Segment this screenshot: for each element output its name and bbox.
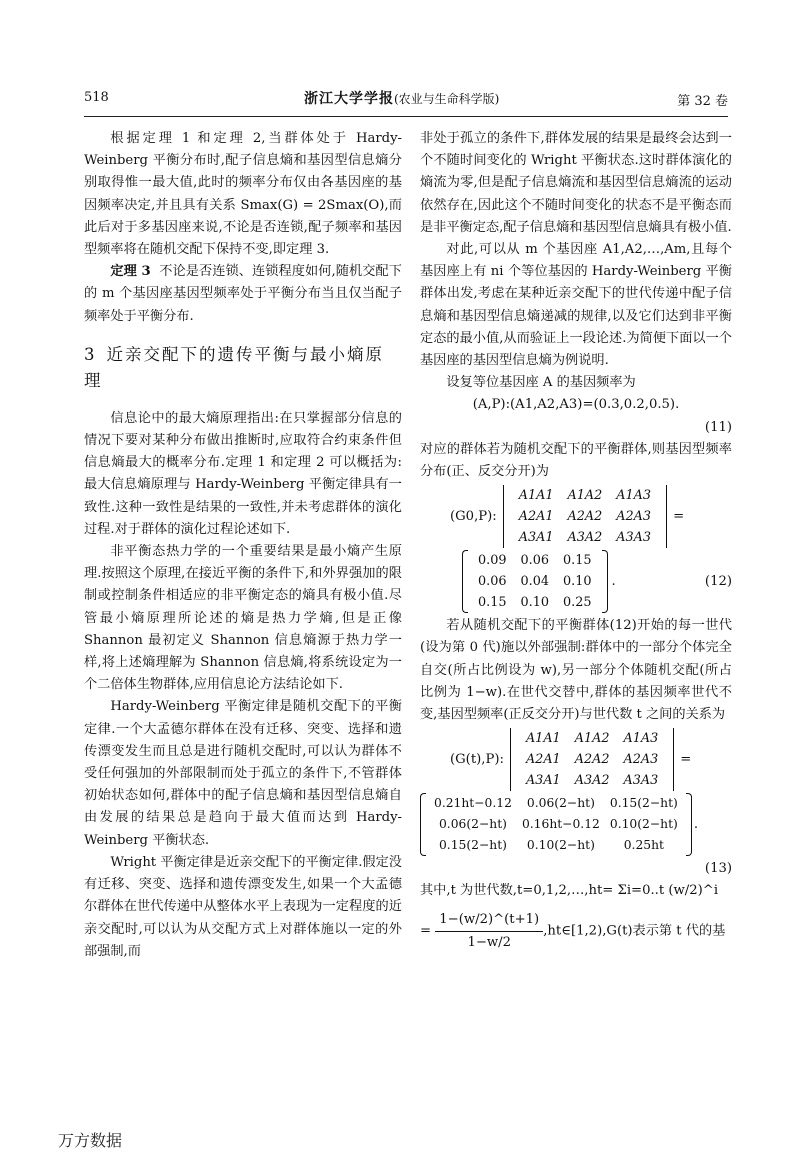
journal-name: 浙江大学学报: [304, 91, 394, 107]
matrix-cell: 0.06: [520, 553, 549, 569]
equation-number: (13): [704, 861, 732, 877]
paragraph: Wright 平衡定律是近亲交配下的平衡定律.假定没有迁移、突变、选择和遗传漂变发生,如果一个大孟德尔群体在世代传递中从整体水平上表现为一定程度的近亲交配时,可以认为从交配方式上对群体施以一定的外部强制,而: [84, 854, 402, 959]
matrix-cell: A1A1: [518, 488, 554, 504]
paragraph: 其中,t 为世代数,t=0,1,2,…,ht= Σi=0..t (w/2)^i: [420, 883, 719, 899]
matrix-cell: 0.10: [520, 595, 549, 611]
matrix-cell: A1A2: [567, 488, 603, 504]
matrix-cell: A3A3: [623, 773, 659, 789]
genotype-matrix: [503, 485, 667, 548]
matrix-cell: A1A3: [623, 731, 659, 747]
matrix-cell: 0.10(2−ht): [609, 817, 678, 832]
matrix-cell: A3A2: [567, 530, 603, 546]
equation-label: (G(t),P):: [450, 751, 504, 767]
equation-12-line-1: [420, 485, 732, 548]
section-number: 3: [84, 344, 97, 364]
matrix-cell: A3A3: [616, 530, 652, 546]
matrix-cell: A1A2: [574, 731, 610, 747]
paragraph: Hardy-Weinberg 平衡定律是随机交配下的平衡定律.一个大孟德尔群体在没有迁移、突变、选择和遗传漂变发生而且总是进行随机交配时,可以认为群体不受任何强加的外部限制而处于孤立的条件下,不管群体初始状态如何,群体中的配子信息熵和基因型信息熵自由发展的结果总是趋向于最大值而达到 Hardy-Weinberg 平衡状态.: [84, 699, 402, 848]
matrix-cell: 0.16ht−0.12: [521, 817, 600, 832]
matrix-cell: A2A2: [567, 509, 603, 525]
matrix-cell: A3A1: [525, 773, 561, 789]
matrix-cell: A2A1: [525, 752, 561, 768]
matrix-cell: A2A1: [518, 509, 554, 525]
header-rule: [84, 116, 728, 117]
paragraph: 设复等位基因座 A 的基因频率为: [446, 375, 636, 391]
matrix-cell: A2A3: [623, 752, 659, 768]
matrix-cell: A3A1: [518, 530, 554, 546]
matrix-cell: 0.15(2−ht): [609, 796, 678, 811]
frequency-matrix: [420, 793, 692, 856]
theorem-label: 定理 3: [110, 264, 151, 280]
paragraph: 根据定理 1 和定理 2,当群体处于 Hardy-Weinberg 平衡分布时,配子信息熵和基因型信息熵分别取得惟一最大值,此时的频率分布仅由各基因座的基因频率决定,并且具有关系 Smax(G) = 2Smax(O),而此后对于多基因座来说,不论是否连锁,配子频率和基因型频率将在随机交配下保持不变,即定理 3.: [84, 131, 402, 258]
equation-label: (G0,P):: [450, 508, 497, 524]
matrix-cell: 0.10(2−ht): [526, 838, 595, 853]
right-column: [420, 128, 732, 954]
theorem-text: 不论是否连锁、连锁程度如何,随机交配下的 m 个基因座基因型频率处于平衡分布当且仅当配子频率处于平衡分布.: [84, 264, 402, 324]
equals-sign: =: [680, 751, 692, 767]
matrix-cell: A2A2: [574, 752, 610, 768]
paragraph: 若从随机交配下的平衡群体(12)开始的每一世代(设为第 0 代)施以外部强制:群体中的一部分个体完全自交(所占比例设为 w),另一部分个体随机交配(所占比例为 1−w).在世代交替中,群体的基因频率世代不变,基因型频率(正反交分开)与世代数 t 之间的关系为: [420, 618, 732, 723]
matrix-cell: 0.25ht: [623, 838, 664, 853]
matrix-cell: 0.06: [478, 574, 507, 590]
matrix-cell: 0.15(2−ht): [438, 838, 507, 853]
equation-12-line-2: 0.09 0.06 0.15 0.06 0.04 0.10 0.15 0.10 0.25 . (12): [420, 550, 732, 613]
equation-13-line-1: [420, 728, 732, 791]
matrix-cell: 0.15: [478, 595, 507, 611]
running-header: [84, 84, 728, 110]
equation-13-line-2: 0.21ht−0.12 0.06(2−ht) 0.15(2−ht) 0.06(2−ht) 0.16ht−0.12 0.10(2−ht) 0.15(2−ht) 0.10(2−ht) 0.25ht .: [420, 793, 732, 856]
section-title: 近亲交配下的遗传平衡与最小熵原理: [84, 344, 384, 390]
matrix-cell: 0.06(2−ht): [526, 796, 595, 811]
watermark-text: 万方数据: [58, 1131, 123, 1150]
left-column: [84, 128, 402, 963]
page-number: 518: [84, 90, 109, 105]
matrix-cell: 0.10: [563, 574, 592, 590]
paragraph: = $\frac{1-(w/2)\^{}(t+1)}{1-w/2}$ ,ht∈[1,2),G(t)表示第 t 代的基: [420, 909, 732, 954]
matrix-cell: A1A3: [616, 488, 652, 504]
fraction: [435, 909, 543, 954]
equation-number: (11): [704, 419, 732, 435]
paragraph: 对应的群体若为随机交配下的平衡群体,则基因型频率分布(正、反交分开)为: [420, 441, 732, 480]
matrix-cell: 0.09: [478, 553, 507, 569]
paragraph: 非处于孤立的条件下,群体发展的结果是最终会达到一个不随时间变化的 Wright 平衡状态.这时群体演化的熵流为零,但是配子信息熵流和基因型信息熵流的运动依然存在,因此这个不随时间变化的状态不是平衡态而是非平衡定态,配子信息熵和基因型信息熵具有极小值.: [420, 131, 732, 235]
journal-title: [304, 88, 499, 108]
matrix-cell: 0.04: [520, 574, 549, 590]
matrix-cell: 0.25: [563, 595, 592, 611]
matrix-cell: 0.06(2−ht): [438, 817, 507, 832]
section-heading: [84, 342, 402, 394]
matrix-cell: 0.21ht−0.12: [434, 796, 512, 811]
journal-subtitle: (农业与生命科学版): [394, 92, 500, 106]
genotype-matrix: [510, 728, 674, 791]
matrix-cell: A2A3: [616, 509, 652, 525]
volume-number: 第 32 卷: [677, 94, 728, 109]
matrix-cell: 0.15: [563, 553, 592, 569]
frequency-matrix: [462, 550, 608, 613]
paragraph-text: ,ht∈[1,2),G(t)表示第 t 代的基: [543, 923, 726, 939]
paragraph: 对此,可以从 m 个基因座 A1,A2,…,Am,且每个基因座上有 ni 个等位基因的 Hardy-Weinberg 平衡群体出发,考虑在某种近亲交配下的世代传递中配子信息熵和基因型信息熵递减的规律,以及它们达到非平衡定态的最小值,从而验证上一段论述.为简便下面以一个基因座的基因型信息熵为例说明.: [420, 242, 732, 369]
paragraph: 非平衡态热力学的一个重要结果是最小熵产生原理.按照这个原理,在接近平衡的条件下,和外界强加的限制或控制条件相适应的非平衡定态的熵具有极小值.尽管最小熵原理所论述的熵是热力学熵,但是正像 Shannon 最初定义 Shannon 信息熵源于热力学一样,将上述熵理解为 Shannon 信息熵,将系统设定为一个二倍体生物群体,应用信息论方法结论如下.: [84, 544, 402, 693]
equals-sign: =: [673, 508, 685, 524]
theorem-3: [84, 261, 402, 328]
matrix-cell: A3A2: [574, 773, 610, 789]
matrix-cell: A1A1: [525, 731, 561, 747]
equation-11: (A,P):(A1,A2,A3)=(0.3,0.2,0.5).: [472, 397, 680, 413]
fraction-numerator: 1−(w/2)^(t+1): [435, 909, 543, 932]
fraction-denominator: 1−w/2: [467, 934, 512, 950]
paragraph: 信息论中的最大熵原理指出:在只掌握部分信息的情况下要对某种分布做出推断时,应取符合约束条件但信息熵最大的概率分布.定理 1 和定理 2 可以概括为:最大信息熵原理与 Hardy-Weinberg 平衡定律具有一致性.这种一致性是结果的一致性,并未考虑群体的演化过程.对于群体的演化过程论述如下.: [84, 410, 402, 537]
equation-number: (12): [704, 573, 732, 589]
